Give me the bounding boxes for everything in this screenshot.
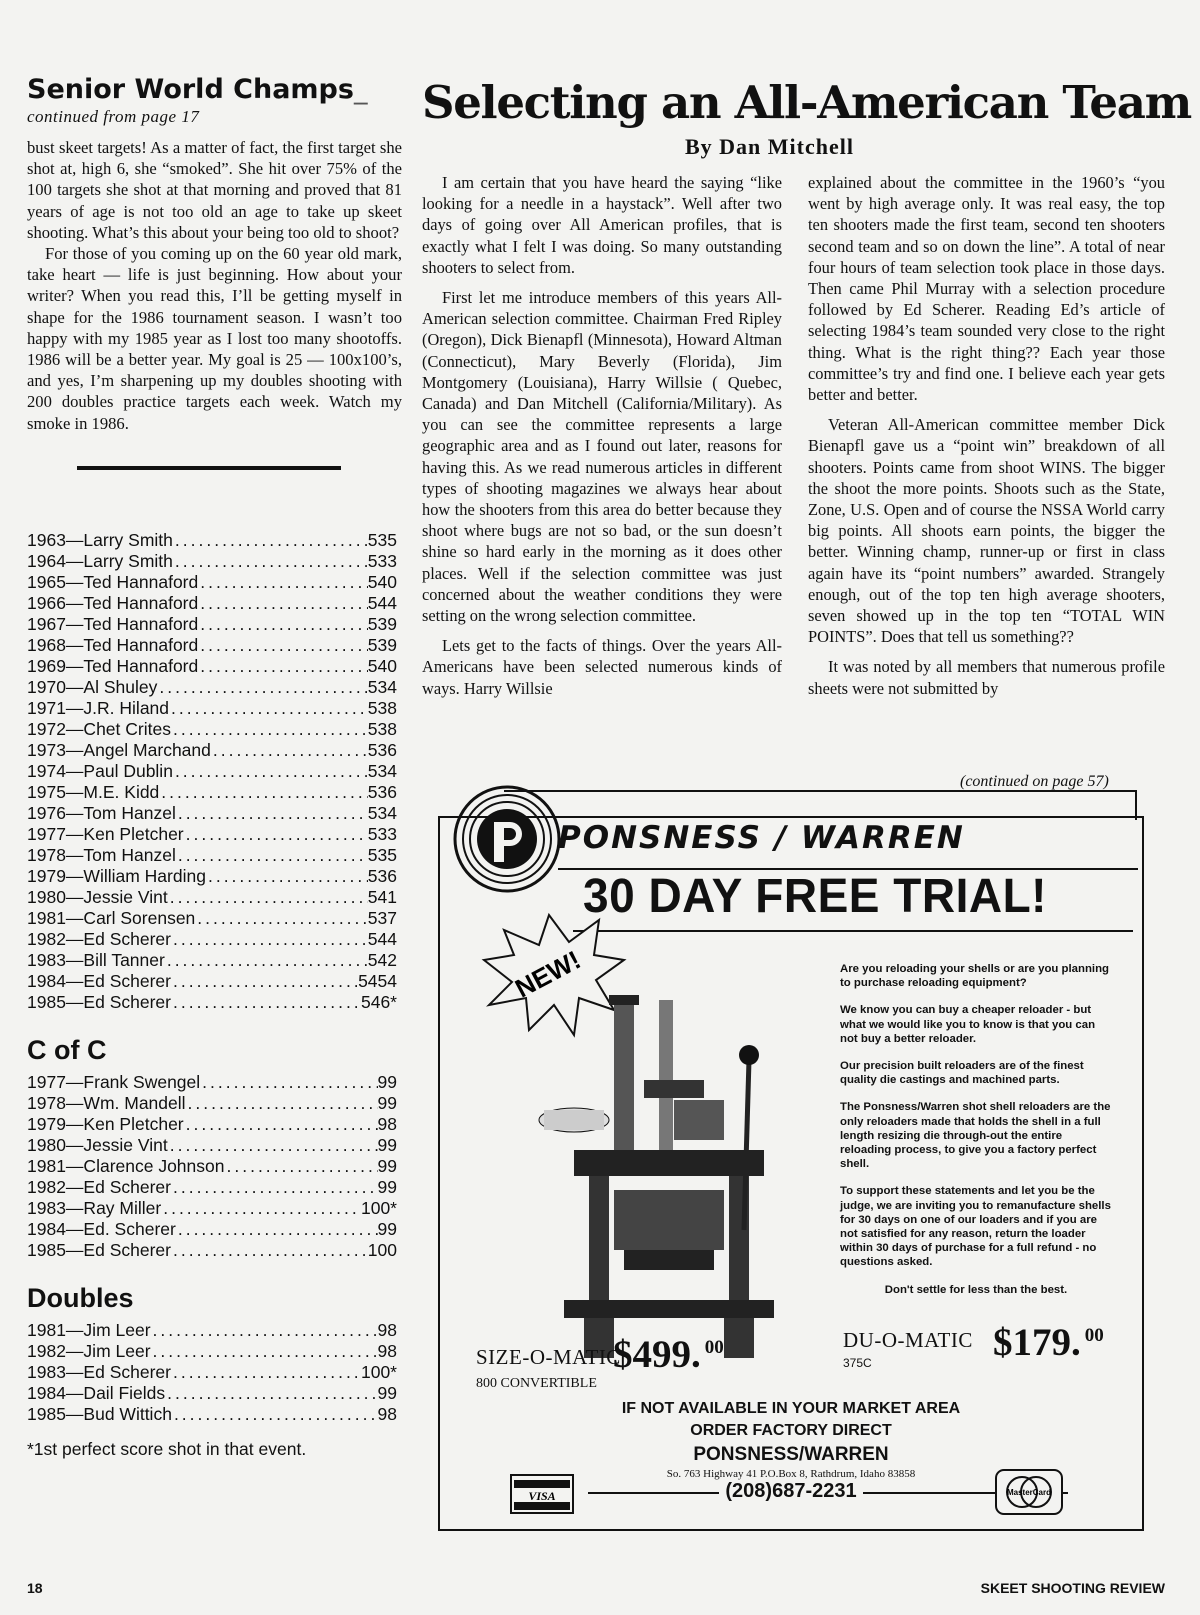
list-item-score: 535 (367, 529, 397, 550)
list-item-name: 1985—Ed Scherer (27, 991, 171, 1012)
list-item-name: 1984—Dail Fields (27, 1382, 166, 1403)
continued-on-note: (continued on page 57) (960, 773, 1109, 790)
list-item-score: 537 (367, 907, 397, 928)
list-item (27, 992, 397, 1013)
size-o-matic-label: SIZE-O-MATIC (476, 1345, 621, 1369)
ad-body-paragraph: Our precision built reloaders are of the finest quality die castings and machined parts. (840, 1060, 1084, 1087)
ad-body-paragraph: The Ponsness/Warren shot shell reloaders are the only reloaders made that holds the shell in a full length resizing die through-out the entire reloading process, to give you a factory perfect shell. (840, 1101, 1111, 1171)
size-o-matic-sub: 800 CONVERTIBLE (476, 1376, 597, 1391)
dot-leader (186, 1093, 378, 1114)
dot-leader (198, 635, 368, 656)
list-item-score: 533 (367, 550, 397, 571)
order-line-1: IF NOT AVAILABLE IN YOUR MARKET AREA (621, 1400, 961, 1417)
senior-champs-title: Senior World Champs_ (27, 74, 368, 105)
list-item-score: 538 (367, 718, 397, 739)
du-o-matic-price: $179. $^{00}$ (993, 1321, 1104, 1364)
list-item (27, 824, 397, 845)
article-column-1 (422, 172, 782, 708)
list-item-score: 99 (377, 1155, 397, 1176)
list-item (27, 929, 397, 950)
list-item (27, 551, 397, 572)
list-item (27, 1362, 397, 1383)
list-item-score: 98 (377, 1340, 397, 1361)
list-item (27, 1320, 397, 1341)
list-item (27, 950, 397, 971)
dot-leader (198, 572, 368, 593)
dot-leader (198, 656, 368, 677)
list-item-name: 1977—Ken Pletcher (27, 823, 184, 844)
list-item-name: 1974—Paul Dublin (27, 760, 173, 781)
list-item-score: 99 (377, 1071, 397, 1092)
list-item-score: 536 (367, 739, 397, 760)
list-item-name: 1982—Ed Scherer (27, 928, 171, 949)
list-item-score: 539 (367, 613, 397, 634)
order-line-2: ORDER FACTORY DIRECT (690, 1422, 892, 1439)
list-item-score: 99 (377, 1382, 397, 1403)
list-item (27, 1072, 397, 1093)
section-divider (77, 466, 341, 470)
list-item-score: 99 (377, 1092, 397, 1113)
ad-brand: PONSNESS / WARREN (558, 820, 965, 856)
ad-address: So. 763 Highway 41 P.O.Box 8, Rathdrum, Idaho 83858 (666, 1468, 916, 1480)
dot-leader (171, 1240, 368, 1261)
dot-leader (171, 929, 368, 950)
dot-leader (165, 950, 368, 971)
cofc-heading: C of C (27, 1034, 107, 1065)
dot-leader (173, 530, 368, 551)
list-item-score: 100* (360, 1197, 397, 1218)
list-item-score: 98 (377, 1319, 397, 1340)
list-item-score: 541 (367, 886, 397, 907)
list-item-score: 540 (367, 655, 397, 676)
list-item-score: 98 (377, 1113, 397, 1134)
ad-body-copy (840, 962, 1112, 1310)
dot-leader (165, 1383, 377, 1404)
list-item (27, 677, 397, 698)
list-item (27, 719, 397, 740)
list-item-name: 1981—Carl Sorensen (27, 907, 196, 928)
list-item-score: 539 (367, 634, 397, 655)
list-item (27, 572, 397, 593)
dot-leader (171, 1177, 378, 1198)
list-item-name: 1984—Ed. Scherer (27, 1218, 176, 1239)
order-line-3: PONSNESS/WARREN (693, 1444, 889, 1465)
list-item-score: 540 (367, 571, 397, 592)
list-item (27, 1156, 397, 1177)
list-item-name: 1985—Bud Wittich (27, 1403, 172, 1424)
article-byline: By Dan Mitchell (685, 134, 854, 159)
list-item-score: 536 (367, 781, 397, 802)
ad-phone: (208)687-2231 (719, 1480, 862, 1502)
champions-list (27, 530, 397, 1013)
dot-leader (168, 887, 368, 908)
article-headline: Selecting an All-American Team (422, 76, 1191, 129)
list-item (27, 803, 397, 824)
dot-leader (211, 740, 368, 761)
ad-top-rule (504, 790, 1136, 792)
list-item-score: 534 (367, 802, 397, 823)
doubles-list (27, 1320, 397, 1425)
new-burst-icon (484, 915, 624, 1035)
list-item (27, 530, 397, 551)
list-item-name: 1966—Ted Hannaford (27, 592, 199, 613)
senior-paragraph-2: For those of you coming up on the 60 year old mark, take heart — life is just beginning. How about your writer? When you read this, I’ll be getting myself in shape for the 1986 tournament season. I wasn’t too happy with my 1985 year as I lost too many shootoffs. 1986 will be a better year. My goal is 25 — 100x100’s, and yes, I’m sharpening up my doubles shooting with 200 doubles practice targets each week. Watch my smoke in 1986. (27, 244, 402, 433)
list-item-score: 542 (367, 949, 397, 970)
senior-paragraph-1: bust skeet targets! As a matter of fact, the first target she shot at, high 6, she “smoked”. She hit over 75% of the 100 targets she shot at that morning and proved that 81 years of age is not too old an age to take up skeet shooting. What’s this about your being too old to shoot? (27, 138, 402, 242)
list-item (27, 656, 397, 677)
list-item-score: 538 (367, 697, 397, 718)
ad-body-paragraph: We know you can buy a cheaper reloader - but what we would like you to know is that you can not buy a better reloader. (840, 1004, 1096, 1045)
dot-leader (173, 761, 368, 782)
list-item (27, 782, 397, 803)
dot-leader (176, 1219, 378, 1240)
article-paragraph: I am certain that you have heard the saying “like looking for a needle in a haystack”. Well after two days of going over All American profiles, that is exactly what I felt I was doing. So many outstanding shooters to select from. (422, 173, 782, 277)
list-item (27, 635, 397, 656)
dot-leader (171, 971, 358, 992)
list-item-name: 1973—Angel Marchand (27, 739, 211, 760)
list-item-name: 1976—Tom Hanzel (27, 802, 176, 823)
doubles-heading: Doubles (27, 1282, 134, 1313)
list-item (27, 1093, 397, 1114)
list-item (27, 908, 397, 929)
list-item-name: 1983—Bill Tanner (27, 949, 165, 970)
list-item-score: 99 (377, 1134, 397, 1155)
list-item-name: 1980—Jessie Vint (27, 886, 168, 907)
list-item (27, 1240, 397, 1261)
ad-headline: 30 DAY FREE TRIAL! (583, 867, 1047, 923)
new-burst-label: NEW! (510, 944, 586, 1004)
list-item-score: 536 (367, 865, 397, 886)
article-paragraph: explained about the committee in the 1960’s “you went by high average only. It was real easy, the top ten shooters made the first team, second ten shooters second team and so on down the line”. A total of near four hours of team selection took place in those days. Then came Phil Murray with a selection procedure followed by Ed Scherer. Reading Ed’s article of selecting 1984’s team sounded very close to the right thing. What is the right thing?? Each year those committee’s try and find one. I believe each year gets better and better. (808, 173, 1165, 405)
list-item (27, 1177, 397, 1198)
list-item-score: 533 (367, 823, 397, 844)
list-item-name: 1982—Jim Leer (27, 1340, 151, 1361)
list-item-name: 1975—M.E. Kidd (27, 781, 160, 802)
list-item-score: 534 (367, 760, 397, 781)
list-item-score: 534 (367, 676, 397, 697)
list-item-name: 1983—Ray Miller (27, 1197, 162, 1218)
list-item (27, 1219, 397, 1240)
ponsness-warren-ad (438, 790, 1144, 1548)
dot-leader (176, 803, 368, 824)
ponsness-logo-icon (452, 784, 562, 894)
list-item (27, 740, 397, 761)
mastercard-logo-icon (994, 1468, 1064, 1516)
list-item-name: 1964—Larry Smith (27, 550, 173, 571)
article-paragraph: Veteran All-American committee member Dick Bienapfl gave us a “point win” breakdown of all shooters. Points came from shoot WINS. The bigger the shoot the more points. Shoots such as the State, Zone, U.S. Open and of course the NSSA World carry big points. All shoots earn points, the bigger the better. Winning champ, runner-up or first in class again have its “point numbers” awarded. Strangely enough, out of the top ten high average shooters, seven showed up in the top ten “TOTAL WIN POINTS”. Does that tell us something?? (808, 415, 1165, 647)
dot-leader (184, 824, 368, 845)
footnote: *1st perfect score shot in that event. (27, 1438, 307, 1459)
list-item-score: 546* (360, 991, 397, 1012)
list-item-score: 100 (367, 1239, 397, 1260)
list-item-name: 1965—Ted Hannaford (27, 571, 199, 592)
article-paragraph: Lets get to the facts of things. Over the years All-Americans have been selected numerous kinds of ways. Harry Willsie (422, 636, 782, 698)
svg-text:MasterCard: MasterCard (1006, 1488, 1052, 1497)
list-item-name: 1985—Ed Scherer (27, 1239, 171, 1260)
list-item (27, 1341, 397, 1362)
dont-settle-line: Don't settle for less than the best. (884, 1283, 1068, 1296)
dot-leader (184, 1114, 378, 1135)
list-item-name: 1977—Frank Swengel (27, 1071, 201, 1092)
dot-leader (206, 866, 368, 887)
list-item-score: 99 (377, 1176, 397, 1197)
list-item (27, 593, 397, 614)
list-item (27, 887, 397, 908)
article-paragraph: First let me introduce members of this years All-American selection committee. Chairman Fred Ripley (Oregon), Dick Bienapfl (Minnesota), Howard Altman (Connecticut), Mary Beverly (Florida), Jim Montgomery (Louisiana), Harry Willsie ( Quebec, Canada) and Dan Mitchell (California/Military). As you can see the committee represents a large geographic area and as I found out later, reasons for having this. As we read numerous articles in different types of shooting magazines we always hear about how the shooters from this area do better because they shoot where bugs are not so bad, or the sun doesn’t shine so hard early in the morning as it does other places. Well if the selection committee was just concerned about the weather conditions they were setting on the wrong selection committee. (422, 288, 782, 626)
size-o-matic-price: $499. $^{00}$ (613, 1333, 724, 1376)
ad-body-paragraph: Are you reloading your shells or are you planning to purchase reloading equipment? (840, 963, 1109, 990)
dot-leader (200, 1072, 377, 1093)
list-item-score: 100* (360, 1361, 397, 1382)
list-item-name: 1968—Ted Hannaford (27, 634, 199, 655)
list-item (27, 1404, 397, 1425)
list-item-name: 1978—Tom Hanzel (27, 844, 176, 865)
list-item-name: 1979—Ken Pletcher (27, 1113, 184, 1134)
list-item-name: 1972—Chet Crites (27, 718, 171, 739)
list-item-name: 1978—Wm. Mandell (27, 1092, 186, 1113)
dot-leader (225, 1156, 378, 1177)
list-item-name: 1982—Ed Scherer (27, 1176, 171, 1197)
list-item-score: 544 (367, 592, 397, 613)
list-item-name: 1967—Ted Hannaford (27, 613, 199, 634)
list-item (27, 614, 397, 635)
list-item (27, 761, 397, 782)
list-item (27, 866, 397, 887)
list-item-score: 5454 (358, 970, 397, 991)
list-item (27, 971, 397, 992)
svg-text:VISA: VISA (528, 1489, 556, 1503)
list-item (27, 1383, 397, 1404)
dot-leader (195, 908, 368, 929)
dot-leader (161, 1198, 361, 1219)
list-item-name: 1983—Ed Scherer (27, 1361, 171, 1382)
list-item-name: 1969—Ted Hannaford (27, 655, 199, 676)
list-item-score: 99 (377, 1218, 397, 1239)
senior-champs-text (27, 137, 402, 434)
list-item-name: 1981—Jim Leer (27, 1319, 151, 1340)
dot-leader (157, 677, 367, 698)
list-item-name: 1963—Larry Smith (27, 529, 173, 550)
cofc-list (27, 1072, 397, 1261)
ad-body-paragraph: To support these statements and let you be the judge, we are inviting you to remanufacture shells for 30 days on one of our loaders and if you are not satisfied for any reason, return the loader within 30 days of purchase for a full refund - no questions asked. (840, 1185, 1111, 1269)
list-item-score: 544 (367, 928, 397, 949)
continued-from-note: continued from page 17 (27, 107, 200, 126)
list-item-name: 1984—Ed Scherer (27, 970, 171, 991)
dot-leader (171, 992, 361, 1013)
du-o-matic-sub: 375C (843, 1356, 872, 1370)
dot-leader (176, 845, 368, 866)
list-item-name: 1980—Jessie Vint (27, 1134, 168, 1155)
list-item (27, 1135, 397, 1156)
list-item-name: 1970—Al Shuley (27, 676, 158, 697)
list-item (27, 1114, 397, 1135)
dot-leader (198, 614, 368, 635)
dot-leader (159, 782, 368, 803)
list-item-name: 1979—William Harding (27, 865, 206, 886)
list-item (27, 1198, 397, 1219)
visa-logo-icon (510, 1474, 574, 1514)
list-item-name: 1971—J.R. Hiland (27, 697, 170, 718)
list-item (27, 698, 397, 719)
dot-leader (171, 719, 368, 740)
article-column-2 (808, 172, 1165, 708)
dot-leader (171, 1362, 361, 1383)
list-item-score: 535 (367, 844, 397, 865)
dot-leader (151, 1320, 378, 1341)
list-item-name: 1981—Clarence Johnson (27, 1155, 225, 1176)
dot-leader (172, 1404, 378, 1425)
page-number: 18 (27, 1580, 43, 1596)
article-paragraph: It was noted by all members that numerous profile sheets were not submitted by (808, 657, 1165, 698)
list-item-score: 98 (377, 1403, 397, 1424)
left-column (27, 74, 402, 1460)
dot-leader (173, 551, 368, 572)
dot-leader (151, 1341, 378, 1362)
dot-leader (198, 593, 368, 614)
publication-title: SKEET SHOOTING REVIEW (980, 1580, 1165, 1596)
dot-leader (169, 698, 368, 719)
dot-leader (168, 1135, 378, 1156)
du-o-matic-label: DU-O-MATIC (843, 1328, 973, 1352)
list-item (27, 845, 397, 866)
